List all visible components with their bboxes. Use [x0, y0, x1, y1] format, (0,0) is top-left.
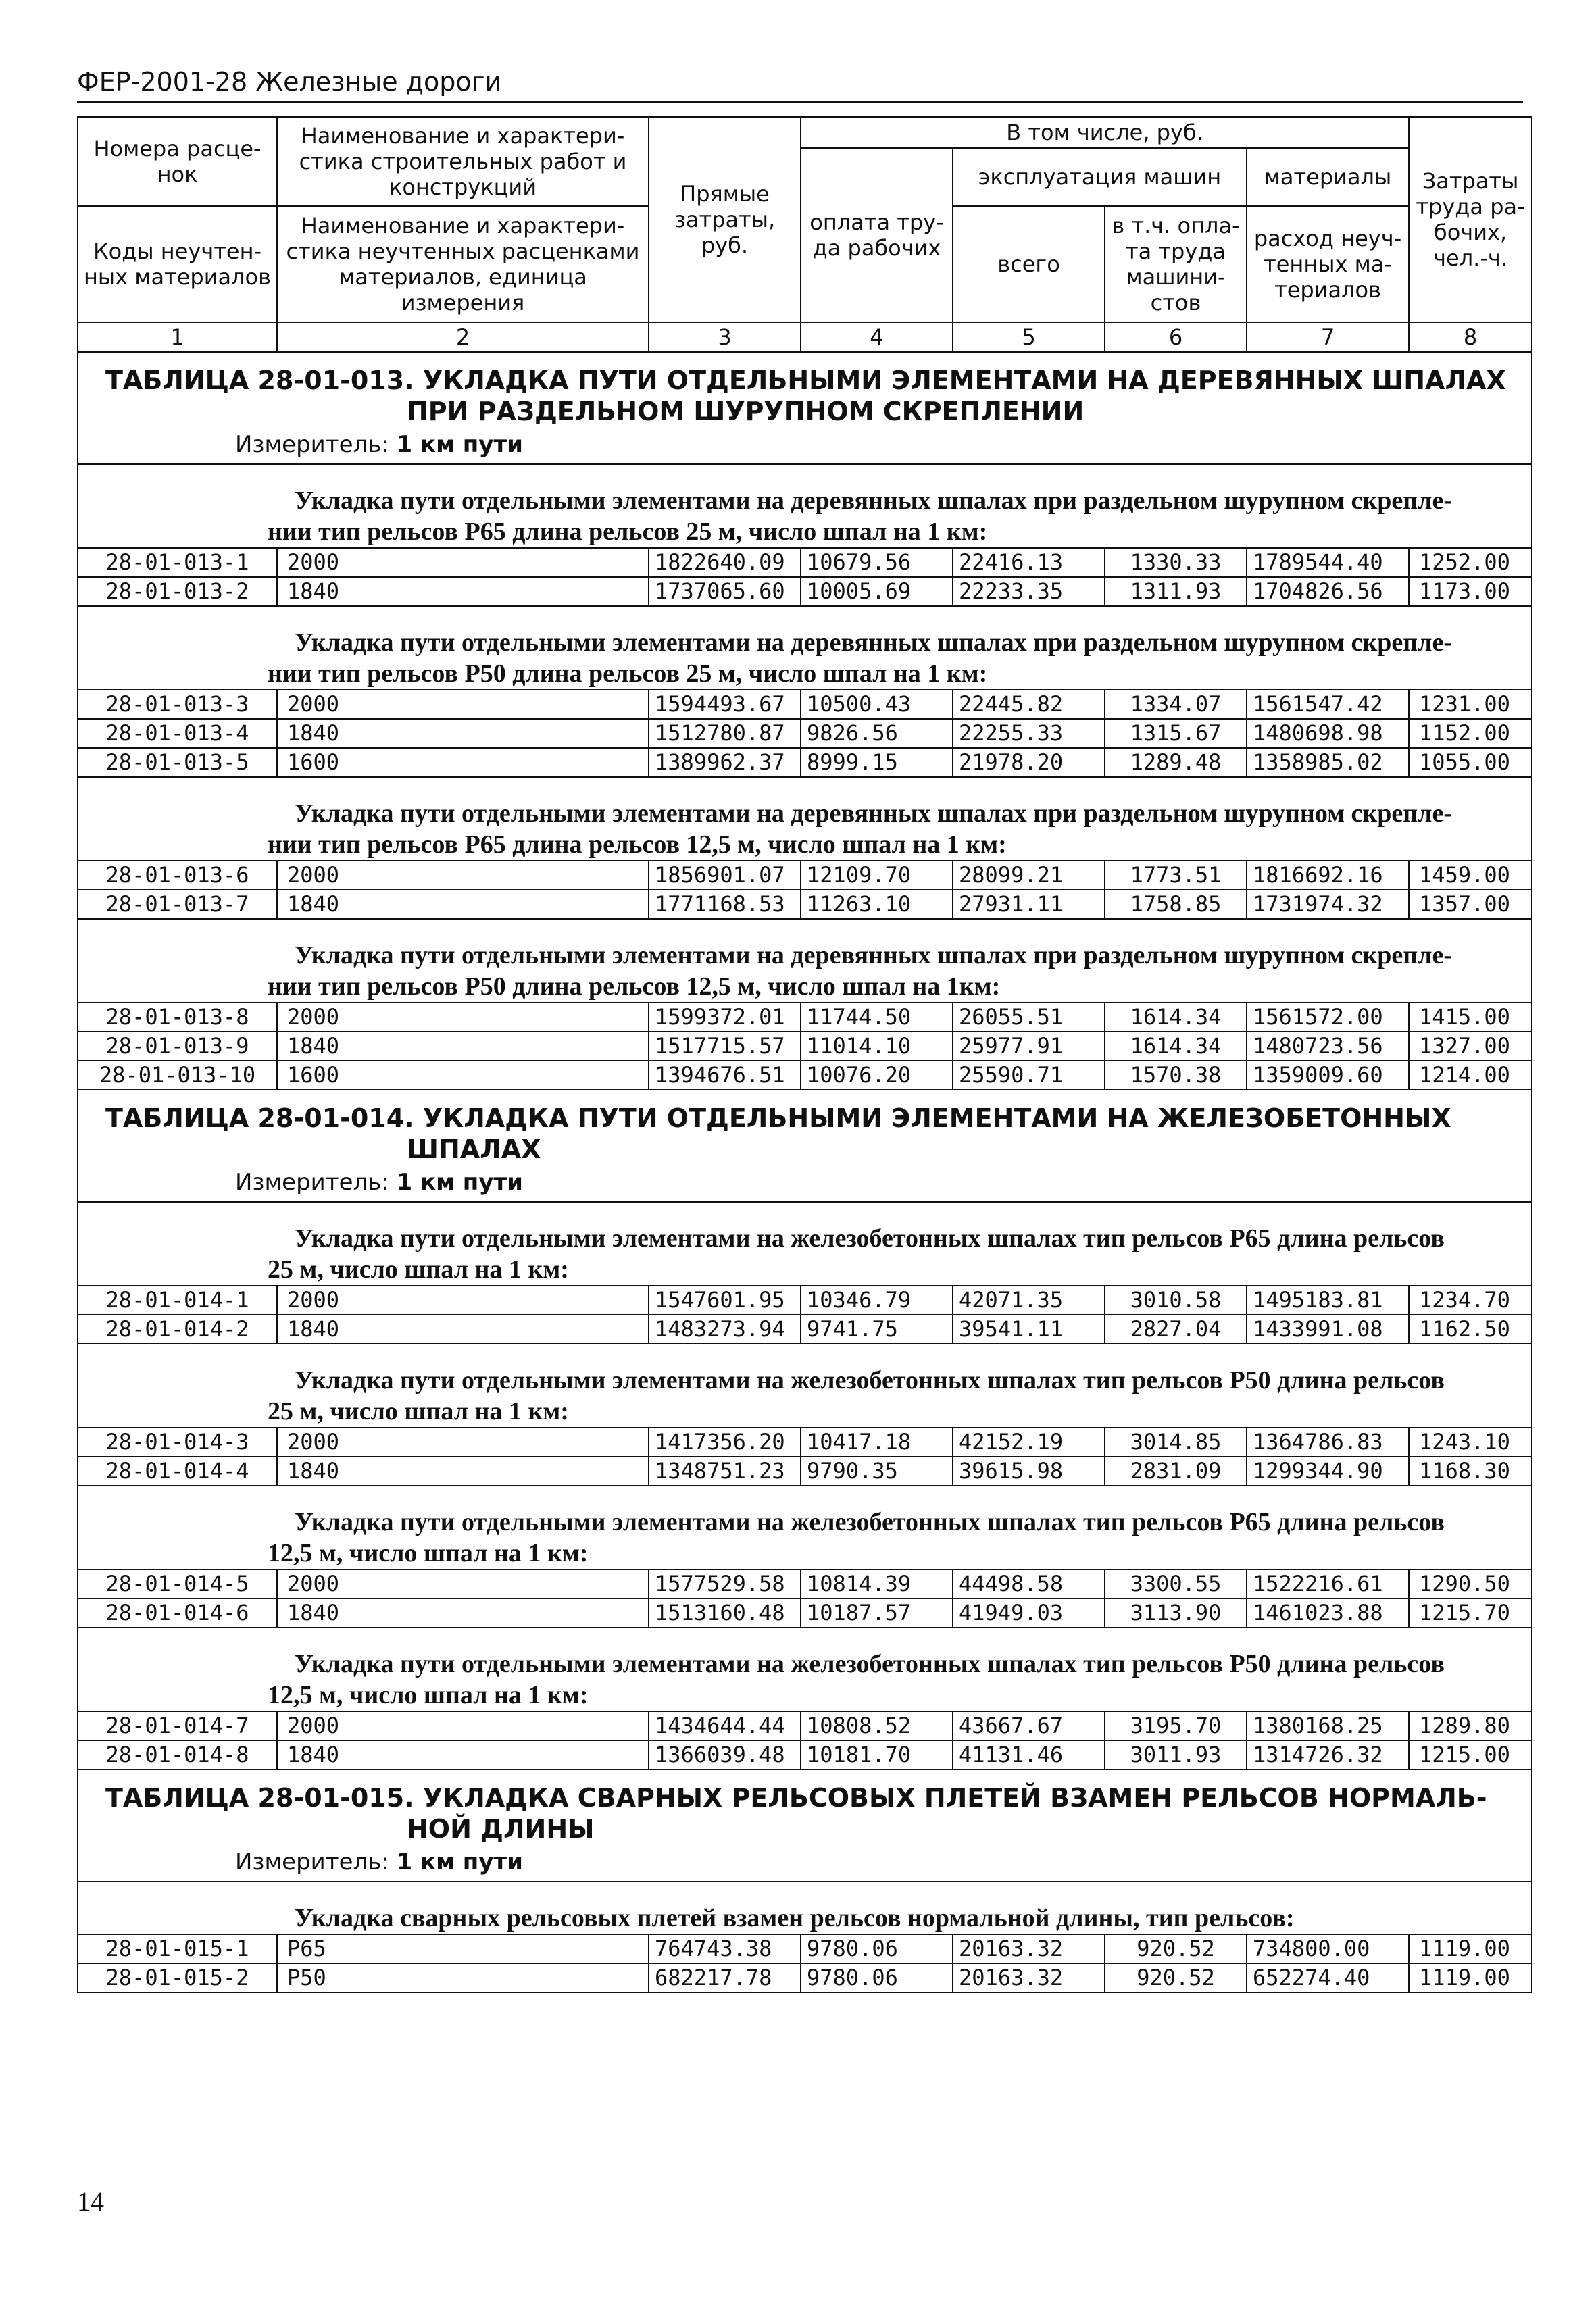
worker-pay-cell: 9780.06: [801, 1934, 953, 1963]
machines-total-cell: 20163.32: [953, 1934, 1105, 1963]
worker-pay-cell: 10808.52: [801, 1711, 953, 1740]
group-heading-line: Укладка пути отдельными элементами на железобетонных шпалах тип рельсов Р65 длина рельсов: [295, 1224, 1445, 1253]
worker-pay-cell: 10005.69: [801, 577, 953, 606]
machines-total-cell: 28099.21: [953, 861, 1105, 890]
material-consumption-cell: 1314726.32: [1247, 1740, 1409, 1769]
direct-costs-cell: 1594493.67: [649, 690, 801, 719]
col-materials: материалы: [1247, 148, 1409, 206]
measure-value: 1 км пути: [396, 431, 523, 458]
col-rate-numbers: Номера расце-нок: [78, 117, 277, 206]
material-consumption-cell: 1299344.90: [1247, 1457, 1409, 1486]
col-work-name: Наименование и характери-стика строительных работ и конструкций: [277, 117, 649, 206]
worker-pay-cell: 12109.70: [801, 861, 953, 890]
labor-costs-cell: 1215.70: [1409, 1599, 1532, 1628]
labor-costs-cell: 1214.00: [1409, 1061, 1532, 1090]
group-heading-line: 12,5 м, число шпал на 1 км:: [268, 1539, 589, 1567]
material-consumption-cell: 1789544.40: [1247, 548, 1409, 577]
machines-total-cell: 26055.51: [953, 1003, 1105, 1032]
material-consumption-cell: 1495183.81: [1247, 1286, 1409, 1315]
rate-code-cell: 28-01-013-6: [78, 861, 277, 890]
machinist-pay-cell: 1311.93: [1105, 577, 1247, 606]
rate-code-cell: 28-01-013-4: [78, 719, 277, 748]
machinist-pay-cell: 1334.07: [1105, 690, 1247, 719]
machines-total-cell: 21978.20: [953, 748, 1105, 777]
rate-code-cell: 28-01-013-1: [78, 548, 277, 577]
group-heading-line: Укладка пути отдельными элементами на деревянных шпалах при раздельном шурупном скрепле-: [295, 799, 1452, 828]
resource-value-cell: 1600: [277, 1061, 649, 1090]
table-title-row: [78, 352, 1532, 427]
resource-value-cell: 2000: [277, 1286, 649, 1315]
resource-value-cell: 1840: [277, 1457, 649, 1486]
group-heading-row: [78, 1486, 1532, 1569]
group-heading-row: [78, 1628, 1532, 1711]
table-title: [78, 1769, 1532, 1844]
direct-costs-cell: 1394676.51: [649, 1061, 801, 1090]
direct-costs-cell: 1434644.44: [649, 1711, 801, 1740]
table-measure: [78, 1844, 1532, 1882]
material-consumption-cell: 1480723.56: [1247, 1032, 1409, 1061]
resource-value-cell: 2000: [277, 1569, 649, 1599]
worker-pay-cell: 10500.43: [801, 690, 953, 719]
labor-costs-cell: 1119.00: [1409, 1934, 1532, 1963]
rate-code-cell: 28-01-014-3: [78, 1428, 277, 1457]
table-row: [78, 1428, 1532, 1457]
direct-costs-cell: 1389962.37: [649, 748, 801, 777]
table-row: [78, 861, 1532, 890]
machines-total-cell: 20163.32: [953, 1963, 1105, 1992]
machinist-pay-cell: 1570.38: [1105, 1061, 1247, 1090]
machinist-pay-cell: 1614.34: [1105, 1032, 1247, 1061]
worker-pay-cell: 8999.15: [801, 748, 953, 777]
table-measure: [78, 427, 1532, 464]
labor-costs-cell: 1289.80: [1409, 1711, 1532, 1740]
machinist-pay-cell: 3011.93: [1105, 1740, 1247, 1769]
table-title: [78, 1090, 1532, 1165]
col-material-codes: Коды неучтен-ных материалов: [78, 206, 277, 322]
rate-code-cell: 28-01-015-2: [78, 1963, 277, 1992]
direct-costs-cell: 1483273.94: [649, 1315, 801, 1344]
col-number: 2: [277, 322, 649, 352]
table-body: [78, 352, 1532, 1992]
worker-pay-cell: 11744.50: [801, 1003, 953, 1032]
group-heading: [78, 1486, 1532, 1569]
direct-costs-cell: 682217.78: [649, 1963, 801, 1992]
worker-pay-cell: 11263.10: [801, 890, 953, 919]
group-heading-row: [78, 1882, 1532, 1934]
group-heading-row: [78, 1202, 1532, 1286]
table-row: [78, 1599, 1532, 1628]
resource-value-cell: 1840: [277, 1032, 649, 1061]
machinist-pay-cell: 1315.67: [1105, 719, 1247, 748]
material-consumption-cell: 1461023.88: [1247, 1599, 1409, 1628]
table-row: [78, 1032, 1532, 1061]
direct-costs-cell: 1512780.87: [649, 719, 801, 748]
machines-total-cell: 41949.03: [953, 1599, 1105, 1628]
direct-costs-cell: 1417356.20: [649, 1428, 801, 1457]
table-title-row: [78, 1769, 1532, 1844]
group-heading: [78, 919, 1532, 1003]
table-title-line: ПРИ РАЗДЕЛЬНОМ ШУРУПНОМ СКРЕПЛЕНИИ: [407, 397, 1084, 426]
group-heading: [78, 1344, 1532, 1428]
machines-total-cell: 27931.11: [953, 890, 1105, 919]
col-number: 4: [801, 322, 953, 352]
col-machinist-pay: в т.ч. опла-та труда машини-стов: [1105, 206, 1247, 322]
machines-total-cell: 22233.35: [953, 577, 1105, 606]
group-heading-line: Укладка пути отдельными элементами на деревянных шпалах при раздельном шурупном скрепле-: [295, 941, 1452, 970]
rates-table: [77, 116, 1532, 1993]
labor-costs-cell: 1162.50: [1409, 1315, 1532, 1344]
resource-value-cell: 1840: [277, 1599, 649, 1628]
resource-value-cell: 1840: [277, 719, 649, 748]
resource-value-cell: Р65: [277, 1934, 649, 1963]
direct-costs-cell: 1771168.53: [649, 890, 801, 919]
group-heading-line: Укладка пути отдельными элементами на железобетонных шпалах тип рельсов Р50 длина рельсов: [295, 1650, 1445, 1678]
col-number: 5: [953, 322, 1105, 352]
worker-pay-cell: 9826.56: [801, 719, 953, 748]
machines-total-cell: 42071.35: [953, 1286, 1105, 1315]
page-header: ФЕР-2001-28 Железные дороги: [77, 65, 1523, 103]
direct-costs-cell: 1599372.01: [649, 1003, 801, 1032]
group-heading-row: [78, 464, 1532, 548]
worker-pay-cell: 10814.39: [801, 1569, 953, 1599]
rate-code-cell: 28-01-013-9: [78, 1032, 277, 1061]
group-heading-line: Укладка сварных рельсовых плетей взамен рельсов нормальной длины, тип рельсов:: [295, 1904, 1295, 1932]
rate-code-cell: 28-01-014-8: [78, 1740, 277, 1769]
material-consumption-cell: 1522216.61: [1247, 1569, 1409, 1599]
resource-value-cell: 1840: [277, 890, 649, 919]
machines-total-cell: 22416.13: [953, 548, 1105, 577]
material-consumption-cell: 1359009.60: [1247, 1061, 1409, 1090]
group-heading-line: нии тип рельсов Р65 длина рельсов 25 м, число шпал на 1 км:: [268, 518, 988, 546]
table-title-row: [78, 1090, 1532, 1165]
direct-costs-cell: 1547601.95: [649, 1286, 801, 1315]
measure-value: 1 км пути: [396, 1848, 523, 1876]
table-title-line: ТАБЛИЦА 28-01-014. УКЛАДКА ПУТИ ОТДЕЛЬНЫМИ ЭЛЕМЕНТАМИ НА ЖЕЛЕЗОБЕТОННЫХ: [105, 1103, 1451, 1133]
machines-total-cell: 22445.82: [953, 690, 1105, 719]
table-row: [78, 1934, 1532, 1963]
group-heading-line: нии тип рельсов Р65 длина рельсов 12,5 м, число шпал на 1 км:: [268, 830, 1007, 859]
machinist-pay-cell: 2827.04: [1105, 1315, 1247, 1344]
col-number: 3: [649, 322, 801, 352]
col-labor-costs: Затраты труда ра-бочих, чел.-ч.: [1409, 117, 1532, 322]
col-direct-costs: Прямые затраты, руб.: [649, 117, 801, 322]
col-number: 8: [1409, 322, 1532, 352]
table-title-line: ТАБЛИЦА 28-01-013. УКЛАДКА ПУТИ ОТДЕЛЬНЫМИ ЭЛЕМЕНТАМИ НА ДЕРЕВЯННЫХ ШПАЛАХ: [105, 366, 1506, 395]
group-heading-line: 12,5 м, число шпал на 1 км:: [268, 1681, 589, 1709]
group-heading: [78, 1882, 1532, 1934]
rate-code-cell: 28-01-013-2: [78, 577, 277, 606]
rate-code-cell: 28-01-013-8: [78, 1003, 277, 1032]
col-number: 7: [1247, 322, 1409, 352]
table-title-line: ТАБЛИЦА 28-01-015. УКЛАДКА СВАРНЫХ РЕЛЬСОВЫХ ПЛЕТЕЙ ВЗАМЕН РЕЛЬСОВ НОРМАЛЬ-: [105, 1783, 1487, 1813]
resource-value-cell: Р50: [277, 1963, 649, 1992]
rate-code-cell: 28-01-014-4: [78, 1457, 277, 1486]
labor-costs-cell: 1168.30: [1409, 1457, 1532, 1486]
machinist-pay-cell: 1758.85: [1105, 890, 1247, 919]
table-row: [78, 1711, 1532, 1740]
resource-value-cell: 2000: [277, 1428, 649, 1457]
table-measure: [78, 1165, 1532, 1202]
direct-costs-cell: 764743.38: [649, 1934, 801, 1963]
direct-costs-cell: 1517715.57: [649, 1032, 801, 1061]
material-consumption-cell: 1561547.42: [1247, 690, 1409, 719]
col-number: 6: [1105, 322, 1247, 352]
group-heading-line: нии тип рельсов Р50 длина рельсов 25 м, число шпал на 1 км:: [268, 659, 988, 688]
worker-pay-cell: 9790.35: [801, 1457, 953, 1486]
rate-code-cell: 28-01-014-1: [78, 1286, 277, 1315]
direct-costs-cell: 1348751.23: [649, 1457, 801, 1486]
group-heading-row: [78, 606, 1532, 690]
material-consumption-cell: 1364786.83: [1247, 1428, 1409, 1457]
table-row: [78, 1003, 1532, 1032]
material-consumption-cell: 1816692.16: [1247, 861, 1409, 890]
labor-costs-cell: 1327.00: [1409, 1032, 1532, 1061]
table-title: [78, 352, 1532, 427]
resource-value-cell: 2000: [277, 690, 649, 719]
material-consumption-cell: 1433991.08: [1247, 1315, 1409, 1344]
group-heading-row: [78, 1344, 1532, 1428]
measure-label: Измеритель:: [235, 431, 389, 458]
table-row: [78, 577, 1532, 606]
resource-value-cell: 1840: [277, 1315, 649, 1344]
table-row: [78, 1740, 1532, 1769]
material-consumption-cell: 1731974.32: [1247, 890, 1409, 919]
labor-costs-cell: 1252.00: [1409, 548, 1532, 577]
worker-pay-cell: 10187.57: [801, 1599, 953, 1628]
material-consumption-cell: 1358985.02: [1247, 748, 1409, 777]
col-machines: эксплуатация машин: [953, 148, 1247, 206]
page-number: 14: [77, 2186, 104, 2217]
group-heading: [78, 606, 1532, 690]
table-title-line: ШПАЛАХ: [407, 1134, 541, 1164]
machines-total-cell: 25590.71: [953, 1061, 1105, 1090]
machinist-pay-cell: 1614.34: [1105, 1003, 1247, 1032]
group-heading: [78, 1628, 1532, 1711]
worker-pay-cell: 10417.18: [801, 1428, 953, 1457]
labor-costs-cell: 1357.00: [1409, 890, 1532, 919]
machinist-pay-cell: 3195.70: [1105, 1711, 1247, 1740]
rate-code-cell: 28-01-014-6: [78, 1599, 277, 1628]
table-row: [78, 890, 1532, 919]
direct-costs-cell: 1856901.07: [649, 861, 801, 890]
labor-costs-cell: 1459.00: [1409, 861, 1532, 890]
machinist-pay-cell: 2831.09: [1105, 1457, 1247, 1486]
direct-costs-cell: 1577529.58: [649, 1569, 801, 1599]
table-row: [78, 1457, 1532, 1486]
rate-code-cell: 28-01-013-10: [78, 1061, 277, 1090]
group-heading: [78, 1202, 1532, 1286]
group-heading-line: 25 м, число шпал на 1 км:: [268, 1255, 569, 1284]
table-row: [78, 1963, 1532, 1992]
labor-costs-cell: 1215.00: [1409, 1740, 1532, 1769]
table-row: [78, 748, 1532, 777]
machinist-pay-cell: 1330.33: [1105, 548, 1247, 577]
table-title-line: НОЙ ДЛИНЫ: [407, 1814, 595, 1844]
labor-costs-cell: 1173.00: [1409, 577, 1532, 606]
material-consumption-cell: 1380168.25: [1247, 1711, 1409, 1740]
col-worker-pay: оплата тру-да рабочих: [801, 148, 953, 322]
worker-pay-cell: 9780.06: [801, 1963, 953, 1992]
machines-total-cell: 22255.33: [953, 719, 1105, 748]
group-heading-line: Укладка пути отдельными элементами на деревянных шпалах при раздельном шурупном скрепле-: [295, 486, 1452, 515]
machinist-pay-cell: 3014.85: [1105, 1428, 1247, 1457]
rate-code-cell: 28-01-014-2: [78, 1315, 277, 1344]
direct-costs-cell: 1513160.48: [649, 1599, 801, 1628]
table-measure-row: [78, 1844, 1532, 1882]
labor-costs-cell: 1231.00: [1409, 690, 1532, 719]
table-row: [78, 1061, 1532, 1090]
group-heading: [78, 777, 1532, 861]
resource-value-cell: 2000: [277, 1711, 649, 1740]
material-consumption-cell: 1480698.98: [1247, 719, 1409, 748]
group-heading-row: [78, 777, 1532, 861]
worker-pay-cell: 10679.56: [801, 548, 953, 577]
direct-costs-cell: 1366039.48: [649, 1740, 801, 1769]
material-consumption-cell: 652274.40: [1247, 1963, 1409, 1992]
machinist-pay-cell: 3300.55: [1105, 1569, 1247, 1599]
labor-costs-cell: 1152.00: [1409, 719, 1532, 748]
worker-pay-cell: 10076.20: [801, 1061, 953, 1090]
resource-value-cell: 1840: [277, 1740, 649, 1769]
material-consumption-cell: 1704826.56: [1247, 577, 1409, 606]
labor-costs-cell: 1055.00: [1409, 748, 1532, 777]
rate-code-cell: 28-01-015-1: [78, 1934, 277, 1963]
rate-code-cell: 28-01-013-7: [78, 890, 277, 919]
rate-code-cell: 28-01-013-5: [78, 748, 277, 777]
table-measure-row: [78, 1165, 1532, 1202]
group-heading-line: Укладка пути отдельными элементами на деревянных шпалах при раздельном шурупном скрепле-: [295, 628, 1452, 657]
col-including: В том числе, руб.: [801, 117, 1409, 148]
labor-costs-cell: 1415.00: [1409, 1003, 1532, 1032]
resource-value-cell: 1840: [277, 577, 649, 606]
table-row: [78, 1286, 1532, 1315]
machinist-pay-cell: 1289.48: [1105, 748, 1247, 777]
worker-pay-cell: 10346.79: [801, 1286, 953, 1315]
table-header: [78, 117, 1532, 352]
rate-code-cell: 28-01-014-5: [78, 1569, 277, 1599]
table-row: [78, 1315, 1532, 1344]
table-row: [78, 719, 1532, 748]
worker-pay-cell: 9741.75: [801, 1315, 953, 1344]
machines-total-cell: 42152.19: [953, 1428, 1105, 1457]
labor-costs-cell: 1234.70: [1409, 1286, 1532, 1315]
table-measure-row: [78, 427, 1532, 464]
machinist-pay-cell: 920.52: [1105, 1934, 1247, 1963]
machines-total-cell: 41131.46: [953, 1740, 1105, 1769]
resource-value-cell: 1600: [277, 748, 649, 777]
col-material-consumption: расход неуч-тенных ма-териалов: [1247, 206, 1409, 322]
worker-pay-cell: 10181.70: [801, 1740, 953, 1769]
rate-code-cell: 28-01-013-3: [78, 690, 277, 719]
machines-total-cell: 44498.58: [953, 1569, 1105, 1599]
group-heading-line: нии тип рельсов Р50 длина рельсов 12,5 м, число шпал на 1км:: [268, 972, 1001, 1001]
machinist-pay-cell: 3010.58: [1105, 1286, 1247, 1315]
measure-label: Измеритель:: [235, 1169, 389, 1196]
measure-value: 1 км пути: [396, 1169, 523, 1196]
machinist-pay-cell: 920.52: [1105, 1963, 1247, 1992]
machines-total-cell: 43667.67: [953, 1711, 1105, 1740]
resource-value-cell: 2000: [277, 1003, 649, 1032]
group-heading-line: Укладка пути отдельными элементами на железобетонных шпалах тип рельсов Р50 длина рельсов: [295, 1366, 1445, 1394]
worker-pay-cell: 11014.10: [801, 1032, 953, 1061]
group-heading-line: Укладка пути отдельными элементами на железобетонных шпалах тип рельсов Р65 длина рельсов: [295, 1508, 1445, 1536]
table-row: [78, 690, 1532, 719]
group-heading-row: [78, 919, 1532, 1003]
machines-total-cell: 25977.91: [953, 1032, 1105, 1061]
rate-code-cell: 28-01-014-7: [78, 1711, 277, 1740]
col-machines-total: всего: [953, 206, 1105, 322]
material-consumption-cell: 734800.00: [1247, 1934, 1409, 1963]
labor-costs-cell: 1119.00: [1409, 1963, 1532, 1992]
table-row: [78, 1569, 1532, 1599]
direct-costs-cell: 1822640.09: [649, 548, 801, 577]
material-consumption-cell: 1561572.00: [1247, 1003, 1409, 1032]
direct-costs-cell: 1737065.60: [649, 577, 801, 606]
labor-costs-cell: 1290.50: [1409, 1569, 1532, 1599]
resource-value-cell: 2000: [277, 548, 649, 577]
group-heading-line: 25 м, число шпал на 1 км:: [268, 1397, 569, 1426]
col-number: 1: [78, 322, 277, 352]
group-heading: [78, 464, 1532, 548]
col-material-name: Наименование и характери-стика неучтенных расценками материалов, единица измерения: [277, 206, 649, 322]
column-numbers-row: [78, 322, 1532, 352]
machines-total-cell: 39541.11: [953, 1315, 1105, 1344]
machines-total-cell: 39615.98: [953, 1457, 1105, 1486]
machinist-pay-cell: 3113.90: [1105, 1599, 1247, 1628]
labor-costs-cell: 1243.10: [1409, 1428, 1532, 1457]
resource-value-cell: 2000: [277, 861, 649, 890]
table-row: [78, 548, 1532, 577]
measure-label: Измеритель:: [235, 1848, 389, 1876]
machinist-pay-cell: 1773.51: [1105, 861, 1247, 890]
